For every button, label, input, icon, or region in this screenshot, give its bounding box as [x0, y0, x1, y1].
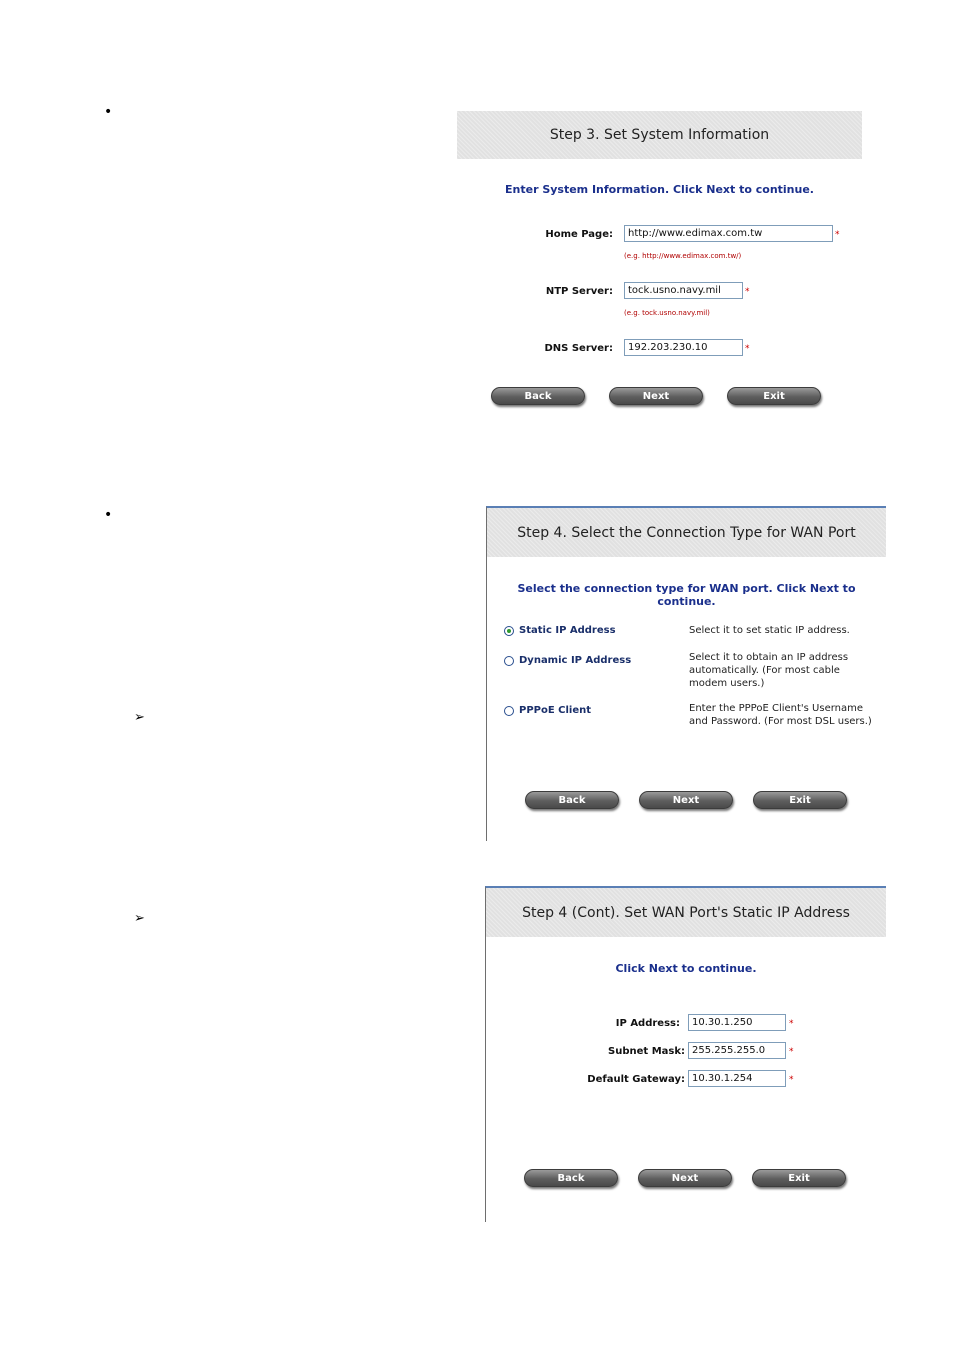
step4-title: Step 4. Select the Connection Type for WAN Port — [487, 508, 886, 557]
ntp-server-hint: (e.g. tock.usno.navy.mil) — [624, 309, 710, 317]
step4-instruction: Select the connection type for WAN port. Click Next to continue. — [517, 582, 856, 608]
ip-address-input[interactable]: 10.30.1.250 — [688, 1014, 786, 1031]
option-label: Dynamic IP Address — [519, 655, 632, 666]
step4cont-title: Step 4 (Cont). Set WAN Port's Static IP Address — [486, 888, 886, 937]
ip-address-label: IP Address: — [615, 1018, 680, 1029]
option-description: Enter the PPPoE Client's Username and Password. (For most DSL users.) — [689, 703, 872, 727]
home-page-input[interactable]: http://www.edimax.com.tw — [624, 225, 833, 242]
step3-panel — [457, 111, 862, 417]
arrow-bullet-icon: ➢ — [134, 911, 145, 926]
option-label: PPPoE Client — [519, 705, 592, 716]
required-mark: * — [745, 287, 750, 297]
arrow-bullet-icon: ➢ — [134, 710, 145, 725]
option-description: Select it to set static IP address. — [689, 625, 850, 636]
required-mark: * — [745, 344, 750, 354]
option-static-ip[interactable] — [504, 625, 616, 636]
default-gateway-input[interactable]: 10.30.1.254 — [688, 1070, 786, 1087]
option-description: Select it to obtain an IP address automatically. (For most cable modem users.) — [689, 652, 849, 689]
home-page-hint: (e.g. http://www.edimax.com.tw/) — [624, 252, 742, 260]
option-dynamic-ip[interactable] — [504, 655, 631, 666]
back-button[interactable]: Back — [491, 387, 585, 405]
next-button[interactable]: Next — [609, 387, 703, 405]
default-gateway-label: Default Gateway: — [587, 1074, 685, 1085]
required-mark: * — [835, 230, 840, 240]
dns-server-label: DNS Server: — [544, 343, 613, 354]
back-button[interactable]: Back — [524, 1169, 618, 1187]
ntp-server-label: NTP Server: — [545, 286, 613, 297]
required-mark: * — [789, 1019, 794, 1029]
option-label: Static IP Address — [519, 625, 616, 636]
next-button[interactable]: Next — [639, 791, 733, 809]
step3-title: Step 3. Set System Information — [457, 111, 862, 159]
ntp-server-input[interactable]: tock.usno.navy.mil — [624, 282, 743, 299]
bullet-marker: • — [104, 104, 113, 120]
subnet-mask-input[interactable]: 255.255.255.0 — [688, 1042, 786, 1059]
exit-button[interactable]: Exit — [752, 1169, 846, 1187]
dns-server-input[interactable]: 192.203.230.10 — [624, 339, 743, 356]
option-pppoe[interactable] — [504, 705, 591, 716]
required-mark: * — [789, 1047, 794, 1057]
step4-panel — [486, 506, 886, 841]
step4cont-panel — [485, 886, 886, 1222]
back-button[interactable]: Back — [525, 791, 619, 809]
radio-icon[interactable] — [504, 656, 514, 666]
bullet-marker: • — [104, 507, 113, 523]
exit-button[interactable]: Exit — [753, 791, 847, 809]
required-mark: * — [789, 1075, 794, 1085]
step3-instruction: Enter System Information. Click Next to continue. — [505, 183, 814, 196]
home-page-label: Home Page: — [545, 229, 613, 240]
exit-button[interactable]: Exit — [727, 387, 821, 405]
radio-checked-icon[interactable] — [504, 626, 514, 636]
radio-icon[interactable] — [504, 706, 514, 716]
step4cont-instruction: Click Next to continue. — [615, 962, 757, 975]
subnet-mask-label: Subnet Mask: — [608, 1046, 685, 1057]
next-button[interactable]: Next — [638, 1169, 732, 1187]
